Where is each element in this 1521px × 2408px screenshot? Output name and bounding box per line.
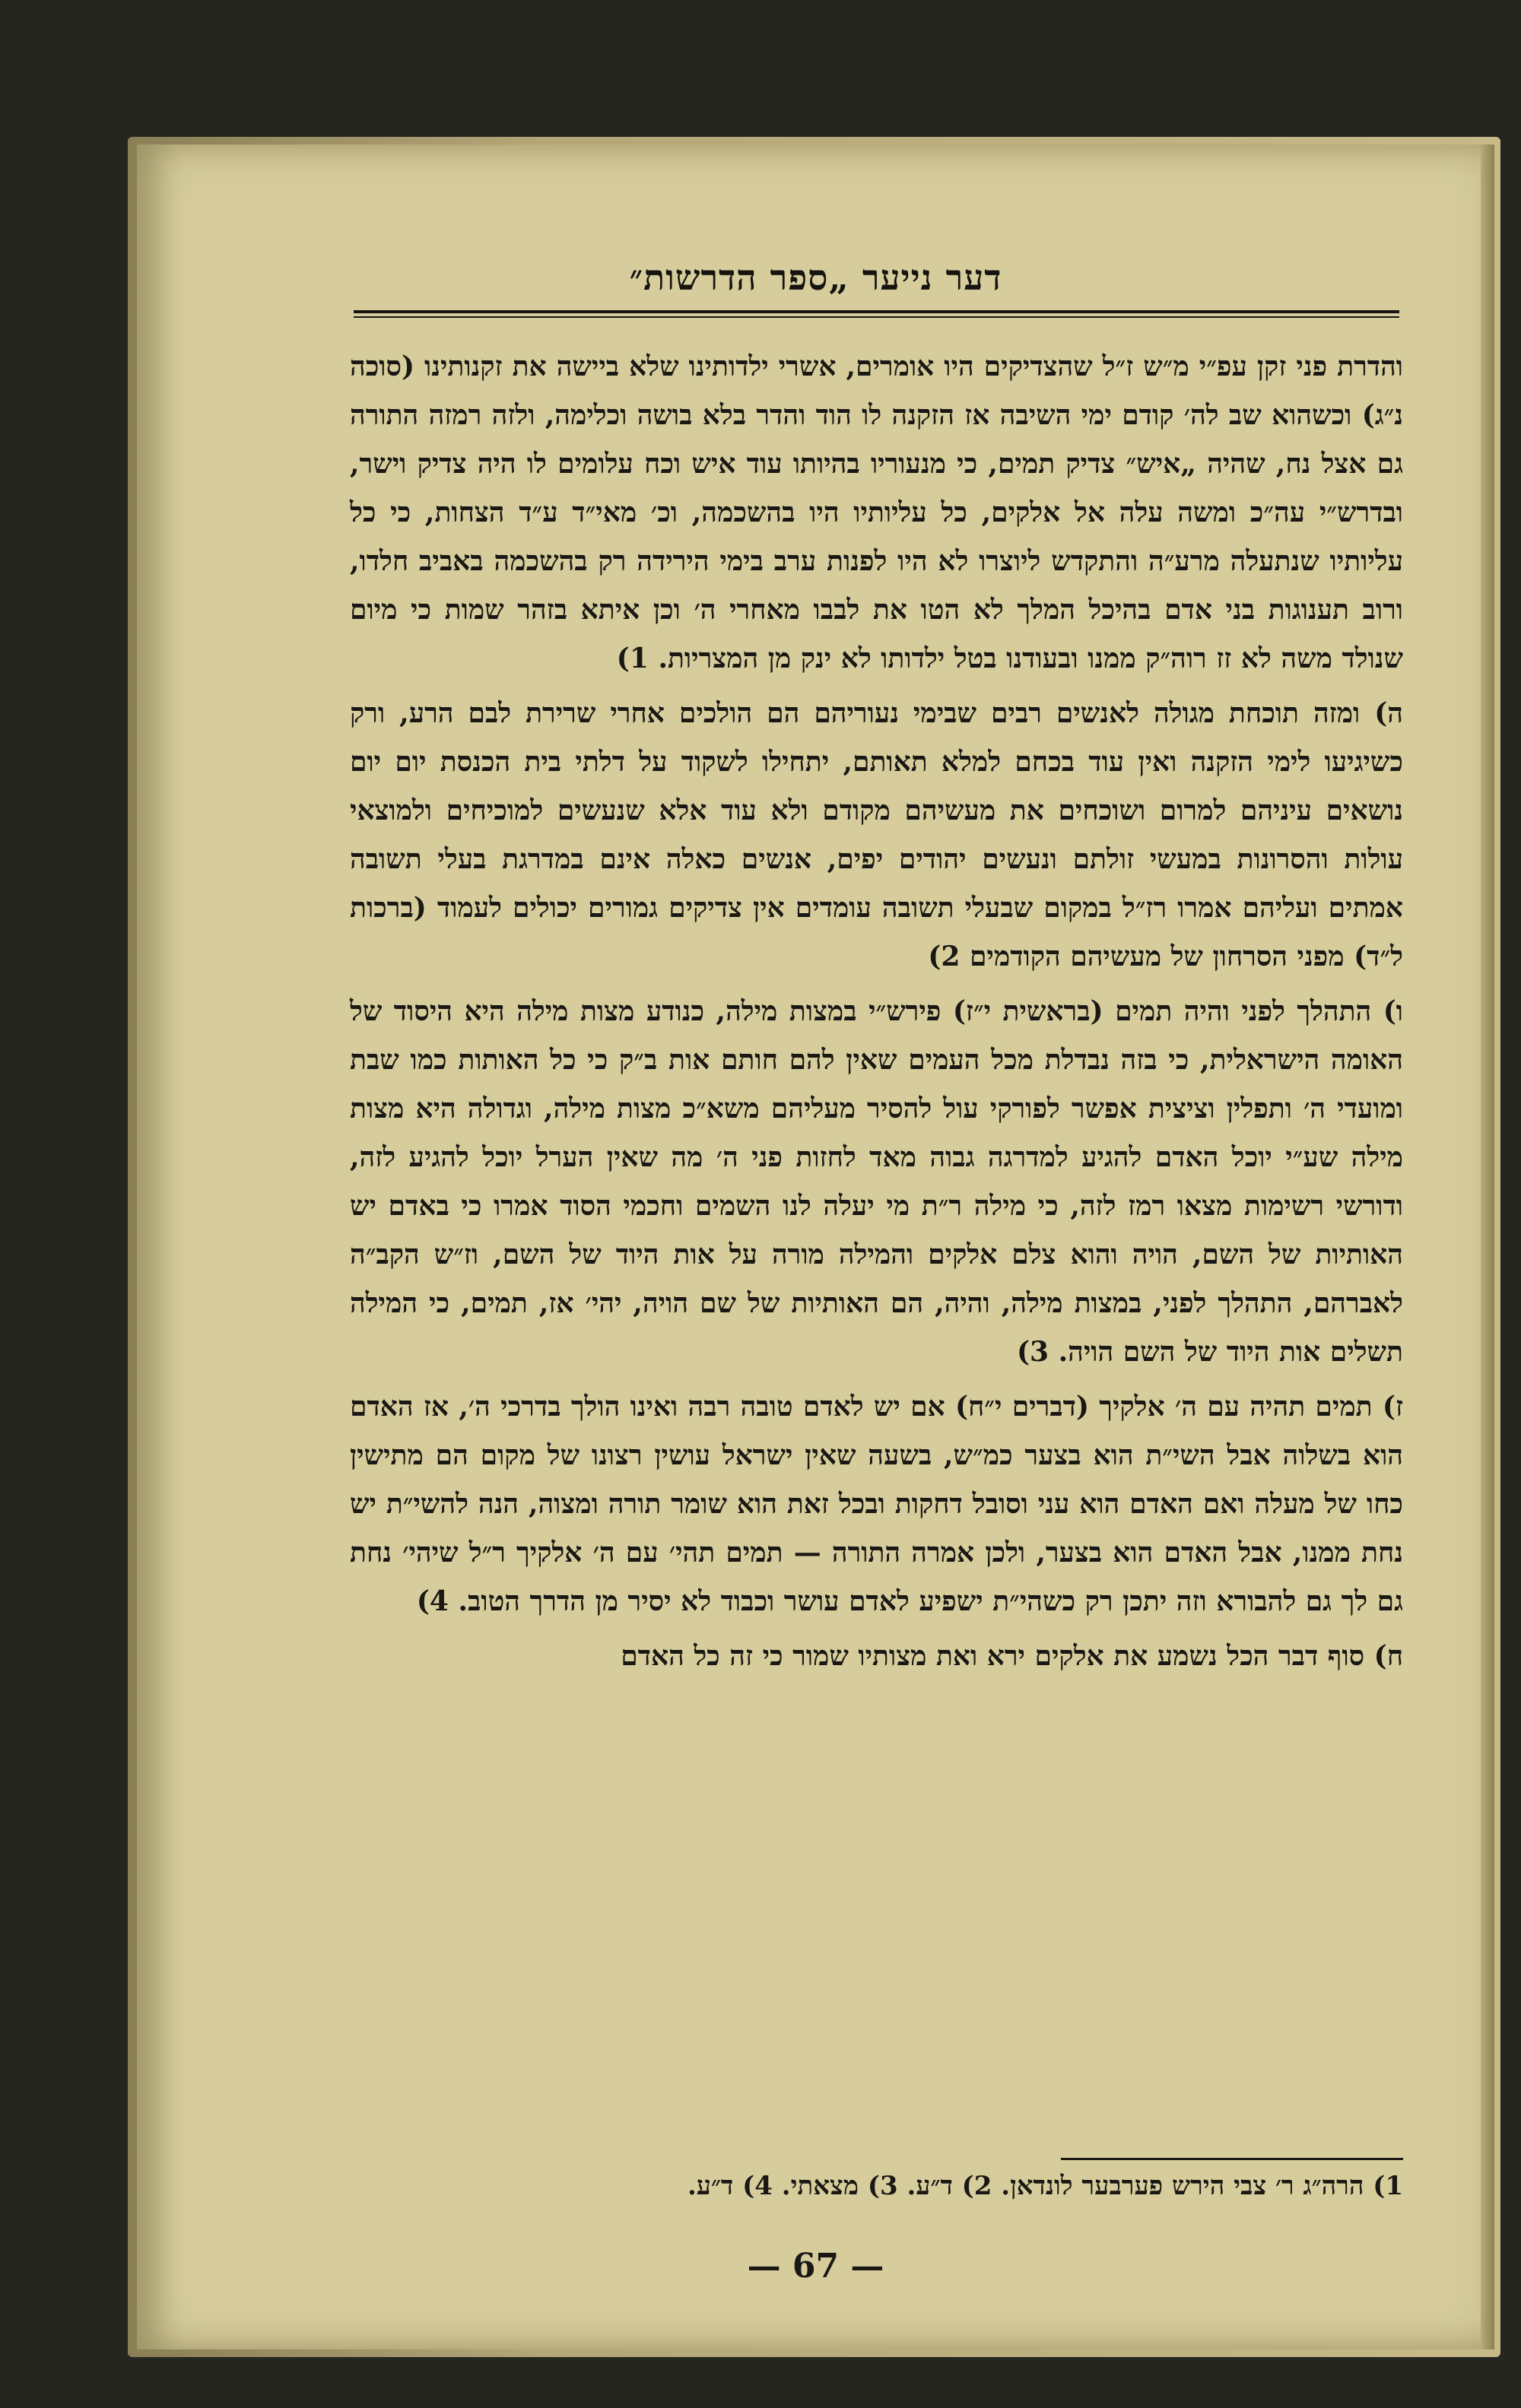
header-rule-bottom (354, 316, 1399, 318)
paragraph: ה) ומזה תוכחת מגולה לאנשים רבים שבימי נעוריהם הם הולכים אחרי שרירת לבם הרע, ורק כשיגיעו לימי הזקנה ואין עוד בכחם למלא תאותם, יתחילו לשקוד על דלתי בית הכנסת יום יום נושאים עיניהם למרום ושוכחים את מעשיהם מקודם ולא עוד אלא שנעשים למוכיחים ולמוצאי עולות והסרונות במעשי זולתם ונעשים יהודים יפים, אנשים כאלה אינם במדרגת בעלי תשובה אמתים ועליהם אמרו רז״ל במקום שבעלי תשובה עומדים אין צדיקים גמורים יכולים לעמוד (ברכות ל״ד) מפני הסרחון של מעשיהם הקודמים 2) (350, 697, 1403, 972)
running-title: דער נייער „ספר הדרשות״ (629, 257, 1002, 298)
paragraph: ז) תמים תהיה עם ה׳ אלקיך (דברים י״ח) אם יש לאדם טובה רבה ואינו הולך בדרכי ה׳, אז האדם הוא בשלוה אבל השי״ת הוא בצער כמ״ש, בשעה שאין ישראל עושין רצונו של מקום הם מתישין כחו של מעלה ואם האדם הוא עני וסובל דחקות ובכל זאת הוא שומר תורה ומצוה, הנה להשי״ת יש נחת ממנו, אבל האדם הוא בצער, ולכן אמרה התורה — תמים תהי׳ עם ה׳ אלקיך ר״ל שיהי׳ נחת גם לך גם להבורא וזה יתכן רק כשהי״ת ישפיע לאדם עושר וכבוד לא יסיר מן הדרך הטוב. 4) (350, 1391, 1403, 1617)
book-page (137, 144, 1494, 2349)
paragraph: והדרת פני זקן עפ״י מ״ש ז״ל שהצדיקים היו אומרים, אשרי ילדותינו שלא ביישה את זקנותינו (סוכה נ״ג) וכשהוא שב לה׳ קודם ימי השיבה אז הזקנה לו הוד והדר בלא בושה וכלימה, ולזה רמזה התורה גם אצל נח, שהיה „איש״ צדיק תמים, כי מנעוריו בהיותו עוד איש וכח עלומים לו היה צדיק וישר, ובדרש״י עה״כ ומשה עלה אל אלקים, כל עליותיו היו בהשכמה, וכ׳ מאי״ד ע״ד הצחות, כי כל עליותיו שנתעלה מרע״ה והתקדש ליוצרו לא היו לפנות ערב בימי הירידה רק בהשכמה באביב חלדו, ורוב תענוגות בני אדם בהיכל המלך לא הטו את לבבו מאחרי ה׳ וכן איתא בזהר שמות כי מיום שנולד משה לא זז רוה״ק ממנו ובעודנו בטל ילדותו לא ינק מן המצריות. 1) (350, 351, 1403, 674)
page-number: — 67 — (747, 2247, 884, 2286)
page-edge (1481, 144, 1494, 2349)
paragraph: ח) סוף דבר הכל נשמע את אלקים ירא ואת מצותיו שמור כי זה כל האדם (621, 1640, 1403, 1672)
header-rule-top (354, 310, 1399, 313)
footnote-rule (1061, 2158, 1403, 2160)
body-text (350, 342, 1403, 1680)
footnotes: 1) הרה״ג ר׳ צבי הירש פערבער לונדאן. 2) ד״ע. 3) מצאתי. 4) ד״ע. (687, 2171, 1403, 2201)
paragraph: ו) התהלך לפני והיה תמים (בראשית י״ז) פירש״י במצות מילה, כנודע מצות מילה היא היסוד של האומה הישראלית, כי בזה נבדלת מכל העמים שאין להם חותם אות ב״ק כי כל האותות כמו שבת ומועדי ה׳ ותפלין וציצית אפשר לפורקי עול להסיר מעליהם משא״כ מצות מילה, וגדולה היא מצות מילה שע״י יוכל האדם להגיע למדרגה גבוה מאד לחזות פני ה׳ מה שאין הערל יוכל להגיע לזה, ודורשי רשימות מצאו רמז לזה, כי מילה ר״ת מי יעלה לנו השמים וחכמי הסוד אמרו כי באדם יש האותיות של השם, הויה והוא צלם אלקים והמילה מורה על אות היוד של השם, וז״ש הקב״ה לאברהם, התהלך לפני, במצות מילה, והיה, הם האותיות של שם הויה, יהי׳ אז, תמים, כי המילה תשלים אות היוד של השם הויה. 3) (350, 995, 1403, 1368)
